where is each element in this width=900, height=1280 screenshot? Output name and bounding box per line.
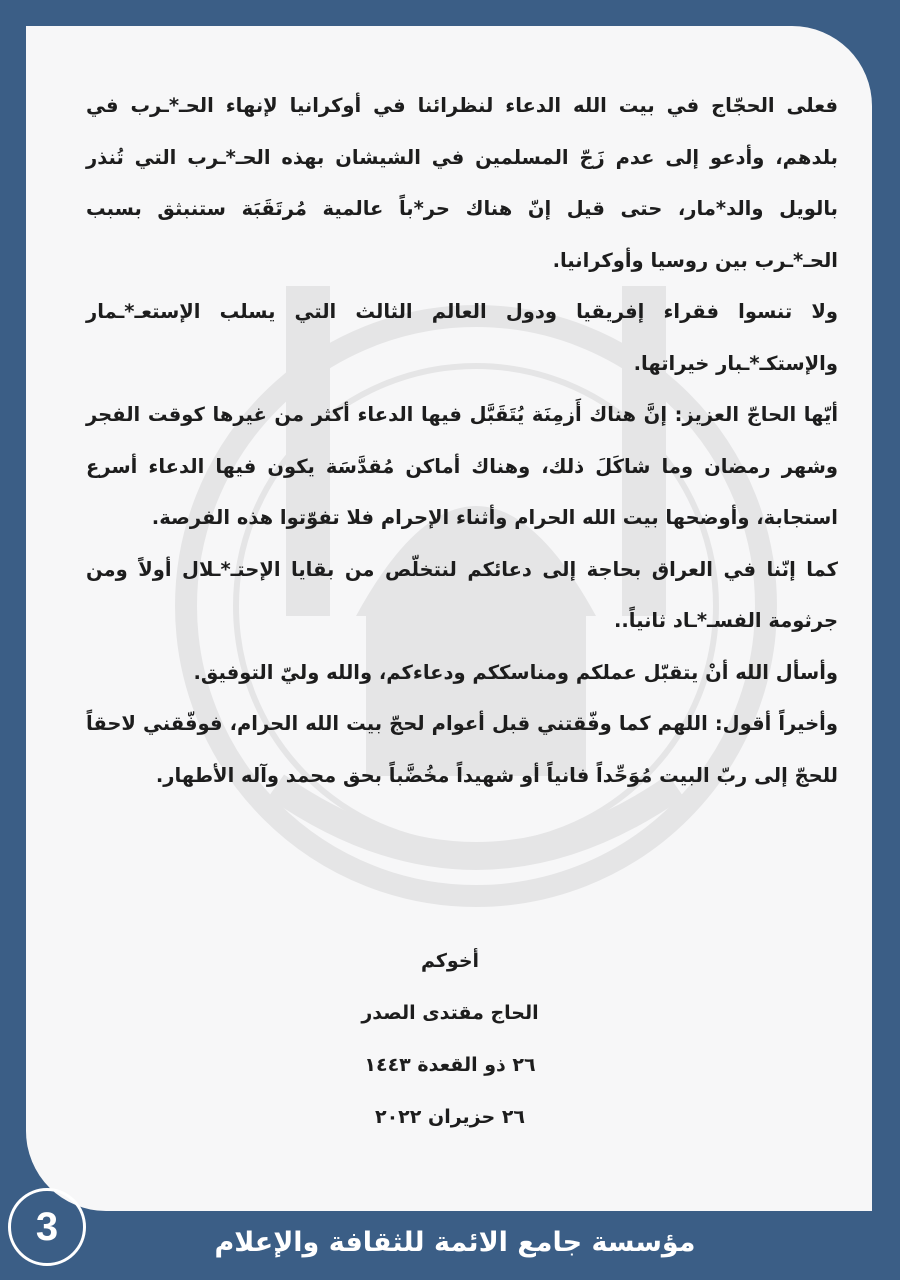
signature-date-gregorian: ٢٦ حزيران ٢٠٢٢ [374,1106,526,1128]
paragraph-pilgrims-prayer: فعلى الحجّاج في بيت الله الدعاء لنظرائنا في أوكرانيا لإنهاء الحـ*ـرب في بلدهم، وأدعو إلى عدم زَجّ المسلمين في الشيشان بهذه الحـ*ـرب التي تُنذر بالويل والد*مار، حتى قيل إنّ هناك حر*باً عالمية مُرتَقَبَة ستنبثق بسبب الحـ*ـرب بين روسيا وأوكرانيا. [86,94,838,272]
signature-name: الحاج مقتدى الصدر [361,1002,539,1024]
paragraph-poor-countries: ولا تنسوا فقراء إفريقيا ودول العالم الثالث التي يسلب الإستعـ*ـمار والإستكـ*ـبار خيراتها. [86,300,838,375]
footer-institution-name: مؤسسة جامع الائمة للثقافة والإعلام [214,1227,696,1258]
paragraph-final-prayer: وأخيراً أقول: اللهم كما وفّقتني قبل أعوام لحجّ بيت الله الحرام، فوفّقني لاحقاً للحجّ إلى ربّ البيت مُوَحِّداً فانياً أو شهيداً مخُضَّباً بحق محمد وآله الأطهار. [86,712,838,787]
page-number: 3 [8,1188,86,1266]
signature-block [0,935,900,1143]
signature-closing: أخوكم [420,950,480,972]
signature-date-hijri: ٢٦ ذو القعدة ١٤٤٣ [364,1054,536,1076]
paragraph-acceptance: وأسأل الله أنْ يتقبّل عملكم ومناسككم ودعاءكم، والله وليّ التوفيق. [193,660,838,684]
paragraph-iraq: كما إنّنا في العراق بحاجة إلى دعائكم لنتخلّص من بقايا الإحتـ*ـلال أولاً ومن جرثومة الفسـ*ـاد ثانياً.. [86,557,838,632]
letter-body [86,80,838,801]
paragraph-times-of-prayer: أيّها الحاجّ العزيز: إنَّ هناك أَزمِنَة يُتَقَبَّل فيها الدعاء أكثر من غيرها كوقت الفجر وشهر رمضان وما شاكَلَ ذلك، وهناك أماكن مُقدَّسَة يكون فيها الدعاء أسرع استجابة، وأوضحها بيت الله الحرام وأثناء الإحرام فلا تفوّتوا هذه الفرصة. [86,403,838,529]
